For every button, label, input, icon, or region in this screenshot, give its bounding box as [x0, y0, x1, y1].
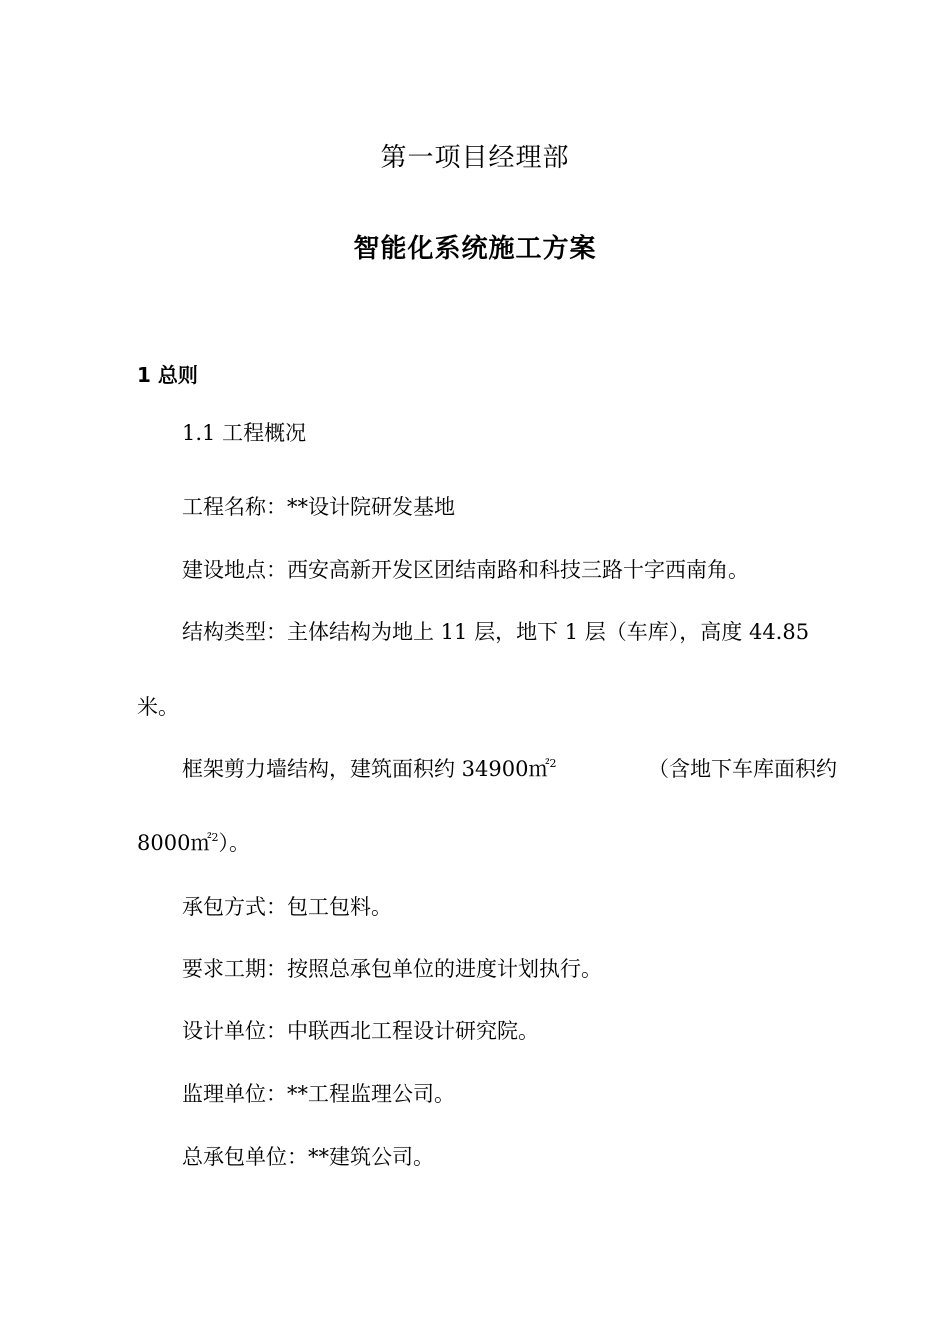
paragraph-frame-line2: [137, 833, 837, 854]
department-title: 第一项目经理部: [380, 143, 570, 173]
frame-area-value: 框架剪力墙结构，建筑面积约 34900㎡: [182, 757, 550, 781]
paragraph-contract: 承包方式：包工包料。: [182, 895, 392, 919]
paragraph-frame-line1: [137, 759, 882, 780]
document-title: 智能化系统施工方案: [353, 234, 597, 264]
frame-area-superscript: 2: [549, 757, 557, 770]
paragraph-structure-line2: 米。: [137, 695, 179, 719]
paragraph-project-name: 工程名称：**设计院研发基地: [182, 495, 455, 519]
paragraph-supervision-unit: 监理单位：**工程监理公司。: [182, 1082, 455, 1106]
paragraph-design-unit: 设计单位：中联西北工程设计研究院。: [182, 1019, 539, 1043]
garage-area-close: ）。: [218, 831, 250, 855]
paragraph-structure-line1: 结构类型：主体结构为地上 11 层，地下 1 层（车库），高度 44.85: [182, 620, 810, 644]
garage-area-value: 8000㎡: [137, 831, 212, 855]
paragraph-location: 建设地点：西安高新开发区团结南路和科技三路十字西南角。: [182, 558, 749, 582]
section-heading-general: 1 总则: [137, 363, 198, 387]
frame-area-text: [182, 759, 556, 780]
paragraph-general-contractor: 总承包单位：**建筑公司。: [182, 1145, 434, 1169]
subsection-heading-overview: 1.1 工程概况: [182, 421, 307, 445]
garage-area-superscript: 2: [211, 831, 219, 844]
frame-area-note: （含地下车库面积约: [648, 757, 837, 781]
paragraph-schedule: 要求工期：按照总承包单位的进度计划执行。: [182, 957, 602, 981]
